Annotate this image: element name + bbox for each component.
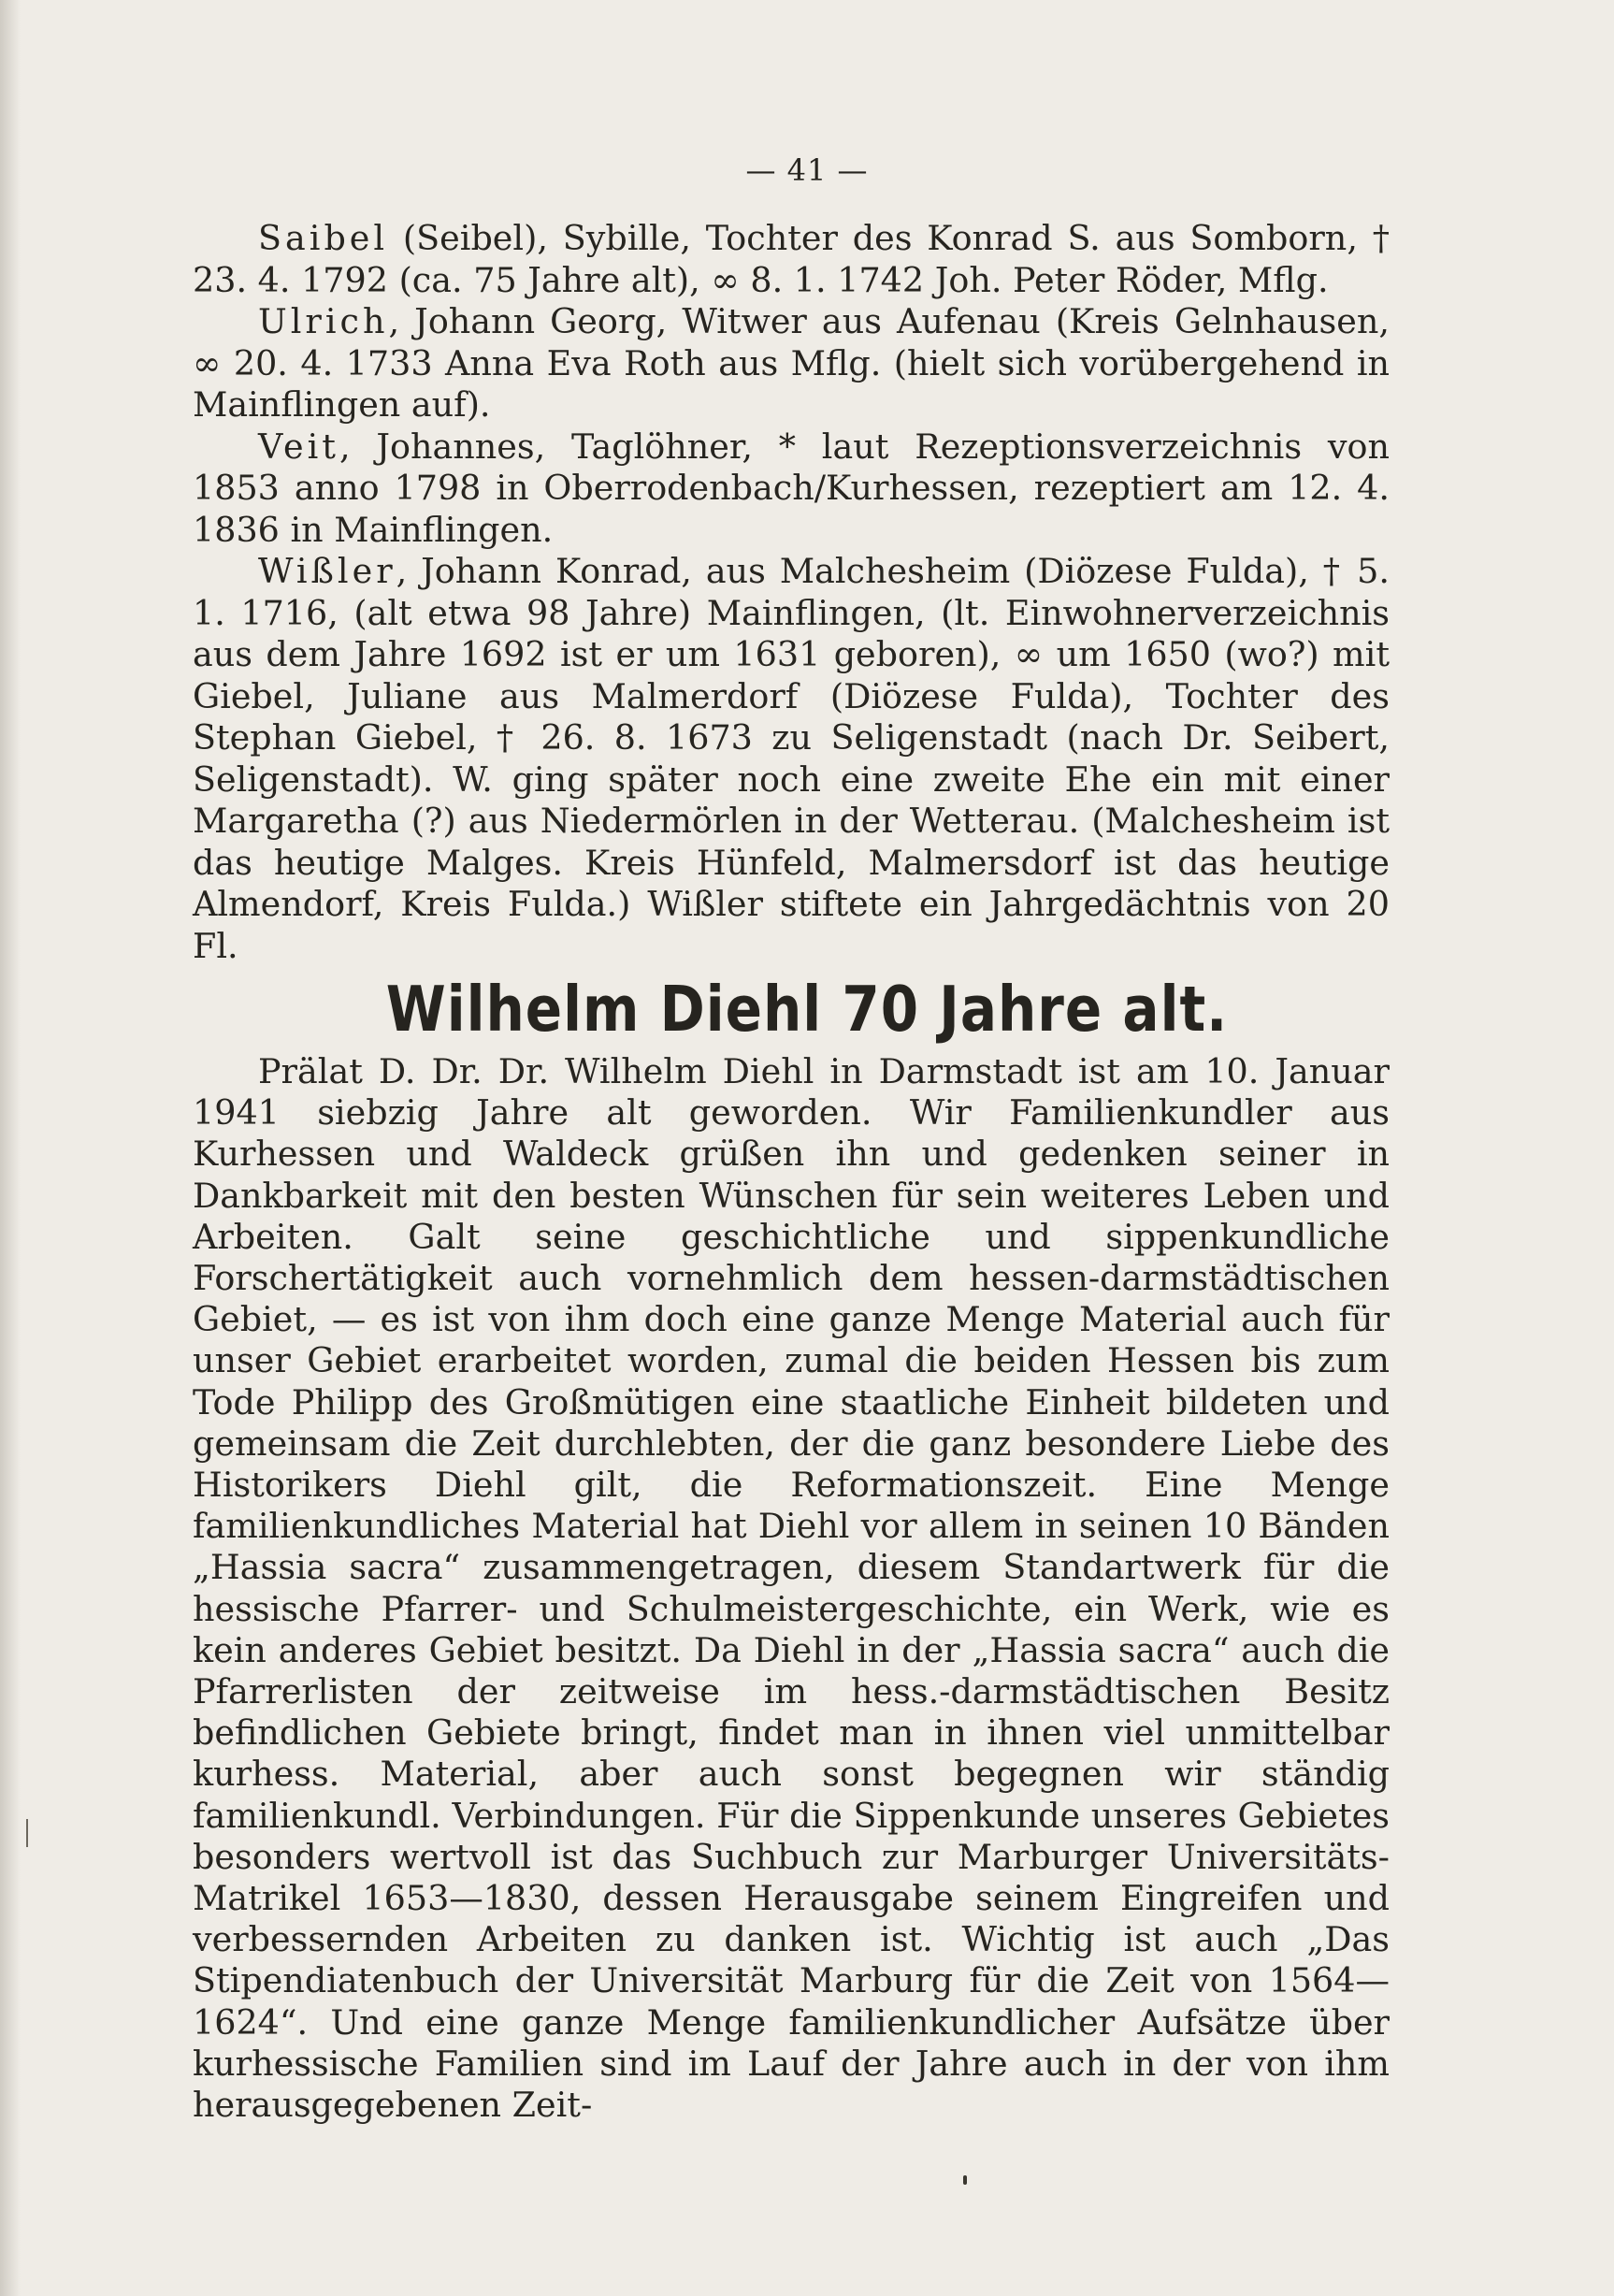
entry-text: , Johannes, Taglöhner, * laut Rezeptionsverzeichnis von 1853 anno 1798 in Oberrodenbach/Kurhessen, rezeptiert am 12. 4. 1836 in Mainflingen. bbox=[193, 426, 1390, 550]
ink-speck bbox=[963, 2175, 967, 2185]
entry-name: Veit bbox=[258, 426, 339, 467]
entry-name: Ulrich bbox=[258, 301, 389, 341]
register-entry-veit bbox=[193, 426, 1390, 552]
entry-text: , Johann Georg, Witwer aus Aufenau (Kreis Gelnhausen, ∞ 20. 4. 1733 Anna Eva Roth aus Mflg. (hielt sich vorübergehend in Mainflingen auf). bbox=[193, 301, 1390, 425]
article-section bbox=[193, 1051, 1390, 2126]
page-number: — 41 — bbox=[745, 152, 869, 188]
article-body: Prälat D. Dr. Dr. Wilhelm Diehl in Darmstadt ist am 10. Januar 1941 siebzig Jahre alt geworden. Wir Familienkundler aus Kurhessen und Waldeck grüßen ihn und gedenken seiner in Dankbarkeit mit den besten Wünschen für sein weiteres Leben und Arbeiten. Galt seine geschichtliche und sippenkundliche Forschertätigkeit auch vornehmlich dem hessen-darmstädtischen Gebiet, — es ist von ihm doch eine ganze Menge Material auch für unser Gebiet erarbeitet worden, zumal die beiden Hessen bis zum Tode Philipp des Großmütigen eine staatliche Einheit bildeten und gemeinsam die Zeit durchlebten, der die ganz besondere Liebe des Historikers Diehl gilt, die Reformationszeit. Eine Menge familienkundliches Material hat Diehl vor allem in seinen 10 Bänden „Hassia sacra“ zusammengetragen, diesem Standartwerk für die hessische Pfarrer- und Schulmeistergeschichte, ein Werk, wie es kein anderes Gebiet besitzt. Da Diehl in der „Hassia sacra“ auch die Pfarrerlisten der zeitweise im hess.-darmstädtischen Besitz befindlichen Gebiete bringt, findet man in ihnen viel unmittelbar kurhess. Material, aber auch sonst begegnen wir ständig familienkundl. Verbindungen. Für die Sippenkunde unseres Gebietes besonders wertvoll ist das Suchbuch zur Marburger Universitäts-Matrikel 1653—1830, dessen Herausgabe seinem Eingreifen und verbessernden Arbeiten zu danken ist. Wichtig ist auch „Das Stipendiatenbuch der Universität Marburg für die Zeit von 1564—1624“. Und eine ganze Menge familienkundlicher Aufsätze über kurhessische Familien sind im Lauf der Jahre auch in der von ihm herausgegebenen Zeit- bbox=[193, 1051, 1390, 2126]
margin-mark bbox=[26, 1819, 28, 1847]
article-title: Wilhelm Diehl 70 Jahre alt. bbox=[385, 972, 1229, 1047]
entry-name: Wißler bbox=[258, 551, 396, 591]
register-entry-saibel bbox=[193, 218, 1390, 301]
register-entry-wissler bbox=[193, 551, 1390, 967]
entry-text: (Seibel), Sybille, Tochter des Konrad S. aus Somborn, † 23. 4. 1792 (ca. 75 Jahre alt), ∞ 8. 1. 1742 Joh. Peter Röder, Mflg. bbox=[193, 218, 1390, 300]
register-entry-ulrich bbox=[193, 301, 1390, 426]
register-entries bbox=[193, 218, 1390, 967]
entry-name: Saibel bbox=[258, 218, 389, 258]
page-edge-shadow bbox=[0, 0, 21, 2296]
entry-text: , Johann Konrad, aus Malchesheim (Diözese Fulda), † 5. 1. 1716, (alt etwa 98 Jahre) Mainflingen, (lt. Einwohnerverzeichnis aus dem Jahre 1692 ist er um 1631 geboren), ∞ um 1650 (wo?) mit Giebel, Juliane aus Malmerdorf (Diözese Fulda), Tochter des Stephan Giebel, † 26. 8. 1673 zu Seligenstadt (nach Dr. Seibert, Seligenstadt). W. ging später noch eine zweite Ehe ein mit einer Margaretha (?) aus Niedermörlen in der Wetterau. (Malchesheim ist das heutige Malges. Kreis Hünfeld, Malmersdorf ist das heutige Almendorf, Kreis Fulda.) Wißler stiftete ein Jahrgedächtnis von 20 Fl. bbox=[193, 551, 1390, 966]
